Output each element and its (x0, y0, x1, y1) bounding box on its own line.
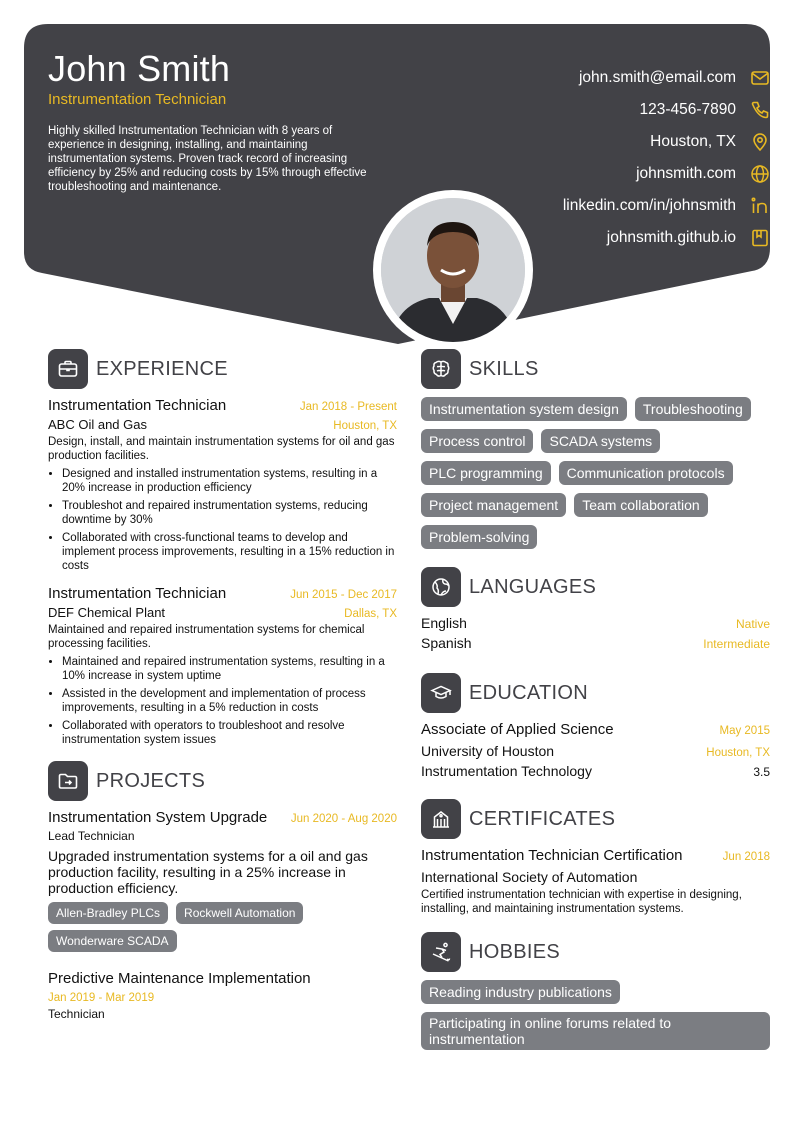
bookmark-icon (750, 228, 770, 248)
certificate-issuer: International Society of Automation (421, 869, 638, 885)
skill-chip: Process control (421, 429, 533, 453)
job-role: Instrumentation Technician (48, 585, 227, 602)
skiing-icon (421, 932, 461, 972)
profile-photo (381, 198, 525, 342)
hobbies-header (421, 932, 770, 972)
skill-chip: Team collaboration (574, 493, 708, 517)
education-title: EDUCATION (469, 681, 588, 704)
projects-title: PROJECTS (96, 769, 206, 792)
right-column (421, 349, 770, 1050)
certificates-title: CERTIFICATES (469, 807, 616, 830)
languages-header (421, 567, 770, 607)
hobbies-title: HOBBIES (469, 940, 561, 963)
contact-phone[interactable] (440, 94, 770, 126)
job-bullets (48, 467, 397, 573)
job-date: Jun 2015 - Dec 2017 (290, 589, 397, 601)
job-bullets (48, 655, 397, 747)
project-tag: Wonderware SCADA (48, 930, 177, 952)
contact-linkedin-text[interactable]: linkedin.com/in/johnsmith (562, 197, 736, 214)
hobby-chip: Reading industry publications (421, 980, 620, 1004)
summary-text: Highly skilled Instrumentation Technician with 8 years of experience in designing, installing, and maintaining instrumentation systems. Proven track record of increasing efficiency by 25% and reducing costs by 15% through effective troubleshooting and maintenance. (48, 125, 367, 193)
language-level: Native (735, 617, 770, 631)
certificate-description: Certified instrumentation technician with expertise in designing, installing, and maintaining instrumentation systems. (421, 889, 742, 915)
education-location: Houston, TX (706, 747, 770, 759)
certificate-name: Instrumentation Technician Certification (421, 847, 683, 864)
skill-chip: Troubleshooting (635, 397, 751, 421)
project-item (48, 970, 397, 1021)
job-bullet: • Assisted in the development and implementation of process improvements, resulting in a 5% reduction in costs (62, 687, 397, 715)
job-bullet: • Troubleshot and repaired instrumentation systems, reducing downtime by 30% (62, 499, 397, 527)
experience-title: EXPERIENCE (96, 357, 228, 380)
education-gpa: 3.5 (753, 765, 770, 779)
project-date: Jan 2019 - Mar 2019 (48, 992, 155, 1004)
skill-chip: PLC programming (421, 461, 551, 485)
job-bullet: • Designed and installed instrumentation systems, resulting in a 20% increase in production efficiency (62, 467, 397, 495)
hobby-chip: Participating in online forums related to instrumentation (421, 1012, 770, 1050)
graduation-cap-icon (421, 673, 461, 713)
globe-icon (750, 164, 770, 184)
candidate-title: Instrumentation Technician (48, 91, 227, 108)
globe-grid-icon (421, 567, 461, 607)
contact-phone-text[interactable]: 123-456-7890 (639, 101, 736, 118)
education-degree: Associate of Applied Science (421, 721, 614, 738)
experience-item (48, 585, 397, 747)
skills-list (421, 397, 770, 549)
skill-chip: SCADA systems (541, 429, 660, 453)
project-tags (48, 902, 397, 952)
job-bullet: • Maintained and repaired instrumentation systems, resulting in a 10% increase in system uptime (62, 655, 397, 683)
skill-chip: Communication protocols (559, 461, 733, 485)
contact-github-text[interactable]: johnsmith.github.io (606, 229, 736, 246)
education-item (421, 721, 770, 779)
languages-list (421, 615, 770, 655)
education-header (421, 673, 770, 713)
briefcase-icon (48, 349, 88, 389)
experience-header (48, 349, 397, 389)
education-school: University of Houston (421, 743, 555, 759)
languages-title: LANGUAGES (469, 575, 597, 598)
certificates-header (421, 799, 770, 839)
folder-icon (48, 761, 88, 801)
skill-chip: Instrumentation system design (421, 397, 627, 421)
language-row (421, 615, 770, 635)
contact-location (440, 126, 770, 158)
skills-header (421, 349, 770, 389)
job-company: DEF Chemical Plant (48, 605, 166, 620)
job-company: ABC Oil and Gas (48, 417, 147, 432)
contact-email-text[interactable]: john.smith@email.com (578, 69, 736, 86)
job-role: Instrumentation Technician (48, 397, 227, 414)
job-description: Maintained and repaired instrumentation systems for chemical processing facilities. (48, 624, 365, 650)
language-name: Spanish (421, 635, 472, 651)
project-name: Predictive Maintenance Implementation (48, 970, 311, 987)
education-date: May 2015 (719, 725, 770, 737)
project-role: Technician (48, 1007, 105, 1021)
language-name: English (421, 615, 467, 631)
hobbies-list (421, 980, 770, 1050)
skill-chip: Problem-solving (421, 525, 537, 549)
linkedin-icon (750, 196, 770, 216)
job-date: Jan 2018 - Present (299, 401, 397, 413)
project-description: Upgraded instrumentation systems for a oil and gas production facility, resulting in a 25% increase in production efficiency. (48, 848, 368, 896)
contact-location-text: Houston, TX (650, 133, 736, 150)
job-bullet: • Collaborated with cross-functional teams to develop and implement process improvements, resulting in a 15% reduction in costs (62, 531, 397, 573)
project-date: Jun 2020 - Aug 2020 (290, 813, 397, 825)
education-field: Instrumentation Technology (421, 763, 592, 779)
project-tag: Allen-Bradley PLCs (48, 902, 168, 924)
projects-header (48, 761, 397, 801)
language-level: Intermediate (703, 637, 770, 651)
project-tag: Rockwell Automation (176, 902, 303, 924)
candidate-name: John Smith (48, 48, 231, 89)
left-column (48, 349, 397, 1021)
skills-title: SKILLS (469, 357, 539, 380)
language-row (421, 635, 770, 655)
location-icon (750, 132, 770, 152)
project-name: Instrumentation System Upgrade (48, 809, 268, 826)
job-location: Houston, TX (333, 420, 397, 432)
skill-chip: Project management (421, 493, 566, 517)
job-location: Dallas, TX (344, 608, 397, 620)
contact-website[interactable] (440, 158, 770, 190)
building-icon (421, 799, 461, 839)
project-role: Lead Technician (48, 829, 135, 843)
contact-website-text[interactable]: johnsmith.com (636, 165, 736, 182)
mail-icon (750, 68, 770, 88)
brain-icon (421, 349, 461, 389)
certificate-item (421, 847, 770, 916)
project-item (48, 809, 397, 952)
certificate-date: Jun 2018 (722, 851, 770, 863)
job-description: Design, install, and maintain instrumentation systems for oil and gas production facilities. (48, 436, 395, 462)
experience-item (48, 397, 397, 573)
job-bullet: • Collaborated with operators to troubleshoot and resolve instrumentation system issues (62, 719, 397, 747)
contact-email[interactable] (440, 62, 770, 94)
phone-icon (750, 100, 770, 120)
